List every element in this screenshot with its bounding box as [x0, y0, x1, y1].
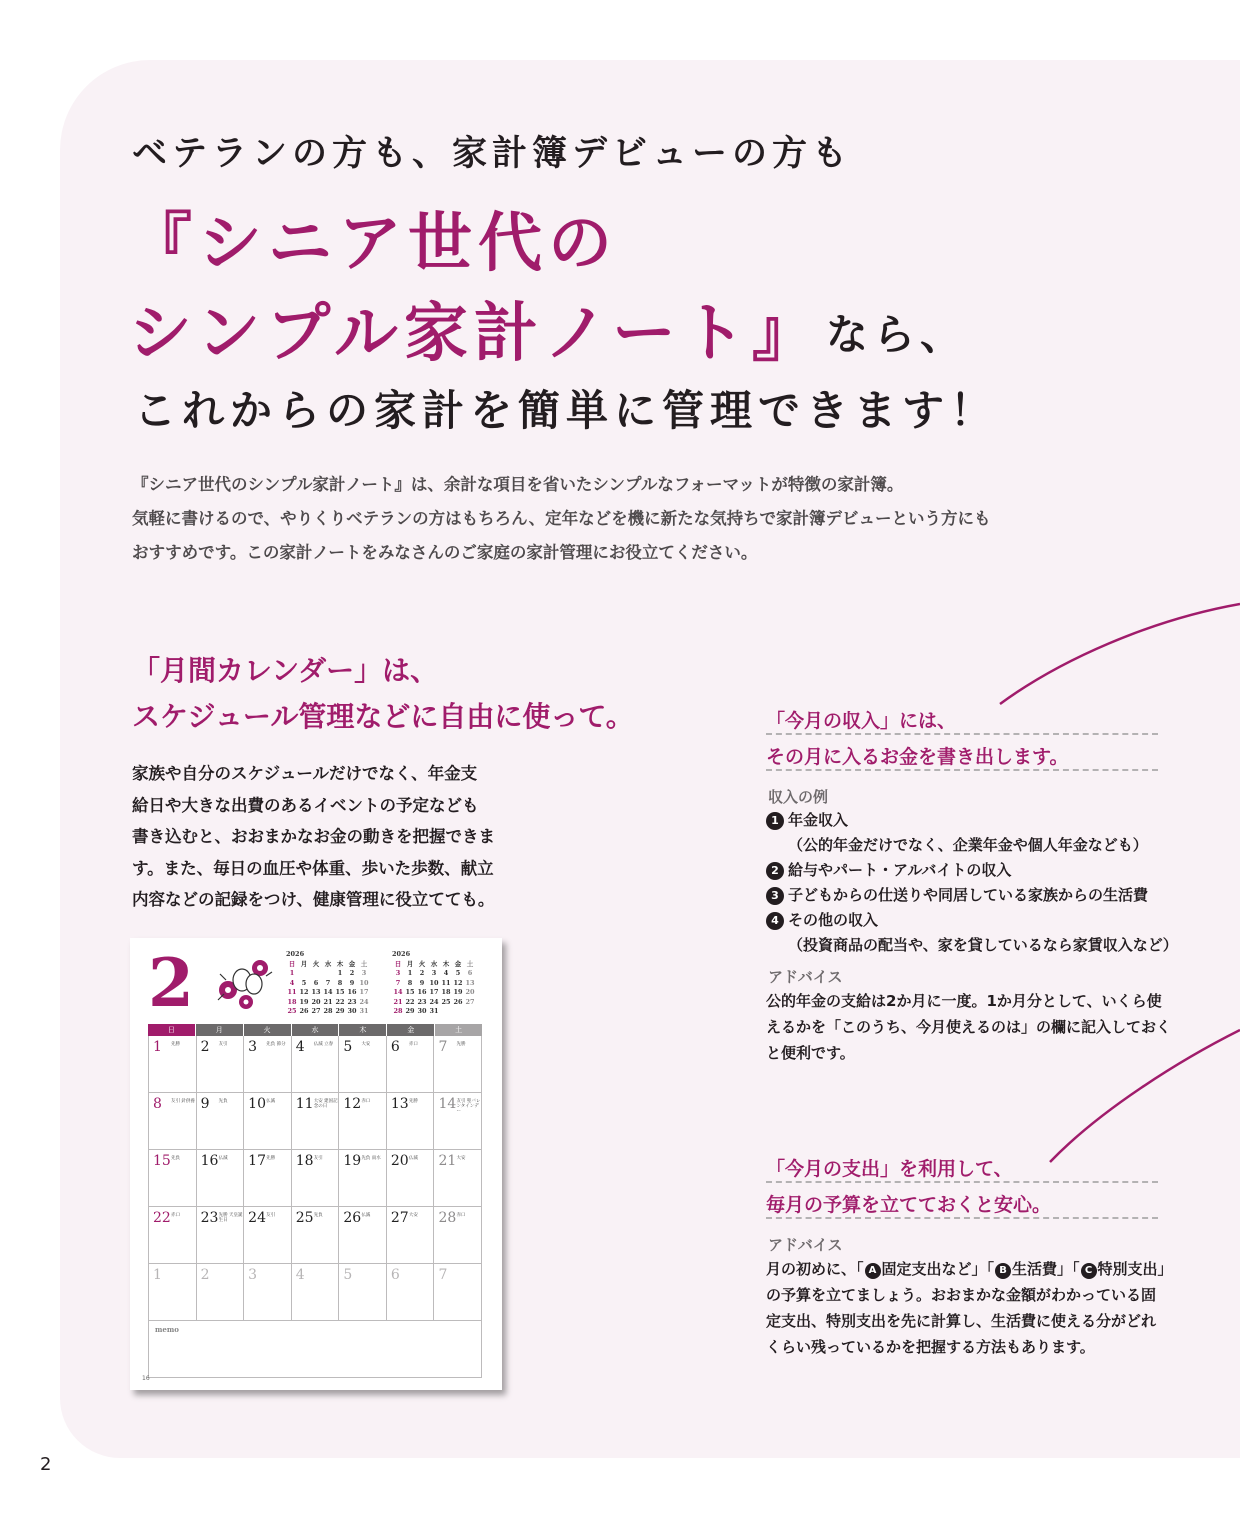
calendar-day-cell [243, 1093, 291, 1149]
mini-calendar-day: 31 [359, 1007, 369, 1015]
mini-calendar-day: 日 [394, 959, 402, 968]
mini-calendar-day: 火 [418, 959, 426, 968]
dashed-divider [766, 733, 1158, 735]
day-number: 12 [343, 1096, 362, 1112]
calendar-day-cell [386, 1093, 434, 1149]
number-badge: 2 [766, 862, 784, 880]
mini-calendar-day [310, 969, 322, 979]
mini-calendar-day: 1 [407, 969, 413, 977]
calendar-heading-line: 「月間カレンダー」は、 [132, 654, 439, 687]
calendar-day-cell [386, 1264, 434, 1320]
day-note: 大安 建国記念の日 [313, 1099, 338, 1109]
calendar-heading [132, 648, 634, 740]
title-line-3: これからの家計を簡単に管理できます！ [134, 386, 999, 435]
expense-heading-line-2: 毎月の予算を立てておくと安心。 [766, 1194, 1052, 1216]
day-number: 6 [390, 1039, 400, 1055]
weekday-label: 木 [339, 1024, 386, 1036]
day-note: 大安 [408, 1213, 418, 1218]
day-note: 先勝 [266, 1156, 276, 1161]
advice-text: 月の初めに、「 [766, 1260, 864, 1278]
mini-calendar-day: 8 [337, 978, 343, 987]
day-number: 4 [295, 1039, 305, 1055]
mini-calendar-day: 29 [335, 1007, 345, 1015]
mini-calendar-march [392, 950, 484, 1017]
day-note: 仏滅 [218, 1156, 228, 1161]
mini-calendar-day: 金 [454, 959, 462, 968]
day-number: 25 [295, 1210, 314, 1226]
weekday-label: 土 [435, 1024, 482, 1036]
calendar-day-cell [196, 1093, 244, 1149]
mini-calendar-day: 28 [393, 1007, 403, 1015]
advice-line: 公的年金の支給は2か月に一度。1か月分として、いくら使 [766, 992, 1162, 1010]
calendar-description [132, 758, 502, 916]
mini-calendar-day: 29 [405, 1007, 415, 1015]
day-note: 先負 [313, 1213, 323, 1218]
mini-calendar-day: 15 [335, 988, 345, 996]
mini-calendar-day [298, 969, 310, 979]
calendar-heading-line: スケジュール管理などに自由に使って。 [132, 700, 634, 733]
calendar-day-cell [243, 1150, 291, 1206]
expense-advice-label: アドバイス [768, 1236, 843, 1254]
calendar-day-cell [243, 1264, 291, 1320]
advice-line: と便利です。 [766, 1044, 855, 1062]
intro-line: おすすめです。この家計ノートをみなさんのご家庭の家計管理にお役立てください。 [132, 543, 758, 562]
mini-calendar-day: 16 [347, 988, 357, 996]
mini-calendar-day: 22 [335, 997, 345, 1006]
mini-calendar-day: 30 [417, 1007, 427, 1015]
calendar-day-cell [433, 1264, 481, 1320]
mini-calendar-day: 19 [299, 997, 309, 1006]
day-note: 先勝 [171, 1042, 180, 1047]
calendar-day-cell [149, 1150, 196, 1206]
day-note: 赤口 [408, 1042, 418, 1047]
calendar-day-cell [386, 1036, 434, 1092]
mini-calendar-day [464, 1007, 476, 1017]
calendar-weeks [148, 1036, 482, 1321]
mini-calendar-day: 24 [429, 997, 439, 1006]
list-item [766, 808, 1178, 833]
income-heading-line-1: 「今月の収入」には、 [766, 710, 957, 732]
mini-calendar-day [322, 969, 334, 979]
memo-area [148, 1321, 482, 1378]
mini-calendar-day: 3 [431, 969, 437, 977]
mini-calendar-day: 12 [299, 988, 309, 996]
day-note: 先負 雨水 [361, 1156, 381, 1161]
mini-calendar-day: 20 [465, 988, 475, 996]
badge-c: C [1081, 1263, 1097, 1279]
list-item [766, 908, 1178, 933]
mini-calendar-january [286, 950, 378, 1017]
weekday-header [148, 1024, 482, 1036]
calendar-day-cell [291, 1036, 339, 1092]
advice-text: 生活費」「 [1012, 1260, 1080, 1278]
mini-calendar-day: 木 [336, 959, 344, 968]
day-number: 24 [248, 1210, 266, 1226]
day-note: 先負 節分 [266, 1042, 286, 1047]
mini-calendar-day: 13 [311, 988, 321, 996]
day-note: 友引 針供養 [171, 1099, 195, 1104]
mini-calendar-day: 14 [393, 988, 403, 996]
calendar-description-line: 書き込むと、おおまかなお金の動きを把握できま [132, 827, 495, 846]
day-note: 仏滅 [266, 1099, 276, 1104]
flower-icon [210, 954, 280, 1014]
mini-calendar-year: 2026 [286, 950, 305, 958]
mini-calendar-day: 22 [405, 997, 415, 1006]
day-number: 2 [200, 1039, 210, 1055]
list-item-text: 年金収入 [788, 811, 849, 829]
day-number: 6 [390, 1267, 400, 1283]
day-number: 7 [438, 1039, 448, 1055]
advice-line: 定支出、特別支出を先に計算し、生活費に使える分がどれ [766, 1312, 1157, 1330]
day-note: 大安 [456, 1156, 466, 1161]
calendar-day-cell [149, 1093, 196, 1149]
day-number: 14 [438, 1096, 457, 1112]
advice-line [766, 1256, 1173, 1282]
mini-calendar-day: 4 [289, 978, 295, 987]
day-number: 5 [343, 1039, 353, 1055]
calendar-day-cell [433, 1093, 481, 1149]
day-number: 13 [390, 1096, 409, 1112]
weekday-label: 火 [244, 1024, 291, 1036]
mini-calendar-day: 12 [453, 978, 463, 987]
title-suffix: なら、 [826, 310, 968, 359]
mini-calendar-day: 31 [429, 1007, 439, 1015]
mini-calendar-day: 13 [465, 978, 475, 987]
weekday-label: 日 [148, 1024, 195, 1036]
calendar-day-cell [291, 1207, 339, 1263]
day-number: 4 [295, 1267, 305, 1283]
advice-line: くらい残っているかを把握する方法もあります。 [766, 1338, 1095, 1356]
mini-calendar-day [452, 1007, 464, 1017]
number-badge: 4 [766, 912, 784, 930]
calendar-day-cell [338, 1036, 386, 1092]
advice-line: の予算を立てましょう。おおまかな金額がわかっている固 [766, 1286, 1157, 1304]
day-note: 友引 [218, 1042, 228, 1047]
day-note: 仏滅 立春 [313, 1042, 334, 1047]
mini-calendar-day: 7 [325, 978, 331, 987]
folio: 2 [40, 1454, 52, 1475]
day-number: 17 [248, 1153, 266, 1169]
title-line-2: シンプル家計ノート』 [128, 297, 822, 371]
day-number: 22 [153, 1210, 171, 1226]
mini-calendar-day: 5 [301, 978, 307, 987]
calendar-week [149, 1263, 481, 1320]
list-item [766, 858, 1178, 883]
mini-calendar-day: 10 [359, 978, 369, 987]
mini-calendar-day: 25 [287, 1007, 297, 1015]
calendar-description-line: 家族や自分のスケジュールだけでなく、年金支 [132, 764, 478, 783]
day-note: 先勝 [408, 1099, 418, 1104]
day-number: 3 [248, 1039, 258, 1055]
mini-calendar-day: 11 [441, 978, 451, 987]
day-note: 大安 [361, 1042, 371, 1047]
list-item [766, 883, 1178, 908]
mini-calendar-day: 15 [405, 988, 415, 996]
day-number: 19 [343, 1153, 362, 1169]
memo-label: memo [155, 1325, 179, 1334]
day-number: 3 [248, 1267, 258, 1283]
mini-calendar-day: 水 [430, 959, 438, 968]
mini-calendar-day: 27 [465, 997, 475, 1006]
day-note: 赤口 [456, 1213, 466, 1218]
mini-calendar-day: 27 [311, 1007, 321, 1015]
day-note: 友引 聖バレンタインデー [456, 1099, 481, 1114]
mini-calendar-day: 月 [406, 959, 414, 968]
calendar-week [149, 1206, 481, 1263]
mini-calendar-day: 9 [349, 978, 355, 987]
advice-line: えるかを「このうち、今月使えるのは」の欄に記入しておく [766, 1018, 1172, 1036]
mini-calendar-day: 4 [443, 969, 449, 977]
calendar-day-cell [338, 1093, 386, 1149]
mini-calendar-day: 26 [299, 1007, 309, 1015]
day-note: 先負 [218, 1099, 228, 1104]
day-note: 先勝 天皇誕生日 [218, 1213, 243, 1223]
income-heading-line-2: その月に入るお金を書き出します。 [766, 746, 1069, 768]
mini-calendar-day: 1 [337, 969, 343, 977]
mini-calendar-day: 土 [466, 959, 474, 968]
badge-b: B [995, 1263, 1011, 1279]
mini-calendar-day: 11 [287, 988, 297, 996]
calendar-day-cell [291, 1093, 339, 1149]
mini-calendar-day [440, 1007, 452, 1017]
mini-calendar-day: 日 [288, 959, 296, 968]
day-number: 28 [438, 1210, 457, 1226]
badge-a: A [865, 1263, 881, 1279]
mini-calendar-day: 1 [289, 969, 295, 977]
dashed-divider [766, 1217, 1158, 1219]
calendar-grid [148, 1024, 482, 1378]
list-item-note: （投資商品の配当や、家を貸しているなら家賃収入など） [788, 936, 1178, 954]
mini-calendar-day: 火 [312, 959, 320, 968]
calendar-day-cell [243, 1207, 291, 1263]
calendar-day-cell [149, 1036, 196, 1092]
mini-calendar-year: 2026 [392, 950, 411, 958]
mini-calendar-day: 17 [359, 988, 369, 996]
day-number: 20 [390, 1153, 409, 1169]
income-advice [766, 988, 1171, 1066]
mini-calendar-day: 7 [395, 978, 401, 987]
calendar-day-cell [386, 1150, 434, 1206]
intro-line: 『シニア世代のシンプル家計ノート』は、余計な項目を省いたシンプルなフォーマットが特徴の家計簿。 [132, 475, 904, 494]
day-number: 18 [295, 1153, 314, 1169]
income-examples-list [766, 808, 1178, 958]
calendar-day-cell [386, 1207, 434, 1263]
mini-calendar-day: 30 [347, 1007, 357, 1015]
mini-calendar-day: 18 [287, 997, 297, 1006]
mini-calendar-day: 月 [300, 959, 308, 968]
intro-paragraph [132, 468, 1122, 570]
day-number: 15 [153, 1153, 171, 1169]
calendar-description-line: す。また、毎日の血圧や体重、歩いた歩数、献立 [132, 858, 494, 878]
calendar-day-cell [291, 1150, 339, 1206]
calendar-day-cell [149, 1207, 196, 1263]
mini-calendar-day: 16 [417, 988, 427, 996]
day-note: 赤口 [361, 1099, 371, 1104]
calendar-page-sample [130, 938, 502, 1390]
day-note: 先勝 [456, 1042, 466, 1047]
mini-calendar-day: 6 [313, 978, 319, 987]
mini-calendar-day: 2 [349, 969, 355, 977]
month-number: 2 [148, 944, 194, 1022]
list-item-note: （公的年金だけでなく、企業年金や個人年金なども） [788, 836, 1148, 854]
mini-calendar-day: 土 [360, 959, 368, 968]
mini-calendar-day: 水 [324, 959, 332, 968]
day-note: 赤口 [171, 1213, 180, 1218]
number-badge: 1 [766, 812, 784, 830]
mini-calendar-day: 5 [455, 969, 461, 977]
calendar-week [149, 1149, 481, 1206]
list-item-text: 給与やパート・アルバイトの収入 [788, 861, 1012, 879]
calendar-day-cell [338, 1207, 386, 1263]
mini-calendar-day: 21 [393, 997, 403, 1006]
weekday-label: 金 [387, 1024, 434, 1036]
mini-calendar-day: 24 [359, 997, 369, 1006]
mini-calendar-day: 6 [467, 969, 473, 977]
calendar-week [149, 1092, 481, 1149]
calendar-day-cell [433, 1150, 481, 1206]
calendar-day-cell [243, 1036, 291, 1092]
list-item-text: 子どもからの仕送りや同居している家族からの生活費 [788, 886, 1149, 904]
mini-calendar-day: 17 [429, 988, 439, 996]
calendar-day-cell [196, 1207, 244, 1263]
calendar-day-cell [196, 1264, 244, 1320]
calendar-day-cell [291, 1264, 339, 1320]
mini-calendar-day: 木 [442, 959, 450, 968]
day-number: 11 [295, 1096, 314, 1112]
calendar-day-cell [433, 1036, 481, 1092]
calendar-day-cell [338, 1150, 386, 1206]
expense-advice [766, 1256, 1173, 1360]
calendar-description-line: 内容などの記録をつけ、健康管理に役立てても。 [132, 890, 495, 909]
income-advice-label: アドバイス [768, 968, 843, 986]
mini-calendar-day: 金 [348, 959, 356, 968]
calendar-day-cell [149, 1264, 196, 1320]
day-number: 1 [153, 1267, 162, 1283]
day-number: 23 [200, 1210, 219, 1226]
list-item-text: その他の収入 [788, 911, 879, 929]
mini-calendar-day: 20 [311, 997, 321, 1006]
day-number: 21 [438, 1153, 457, 1169]
calendar-day-cell [433, 1207, 481, 1263]
day-number: 1 [153, 1039, 162, 1055]
calendar-day-cell [338, 1264, 386, 1320]
advice-text: 固定支出など」「 [881, 1260, 995, 1278]
mini-calendar-day: 14 [323, 988, 333, 996]
income-examples-label: 収入の例 [768, 788, 829, 806]
dashed-divider [766, 1181, 1158, 1183]
day-number: 27 [390, 1210, 409, 1226]
lead-line: ベテランの方も、家計簿デビューの方も [132, 134, 853, 174]
mini-calendar-day: 10 [429, 978, 439, 987]
mini-calendar-day: 3 [361, 969, 367, 977]
weekday-label: 月 [196, 1024, 243, 1036]
mini-calendar-day: 25 [441, 997, 451, 1006]
mini-calendar-day: 23 [417, 997, 427, 1006]
day-number: 7 [438, 1267, 448, 1283]
day-number: 10 [248, 1096, 266, 1112]
mini-calendar-day: 26 [453, 997, 463, 1006]
day-number: 8 [153, 1096, 162, 1112]
advice-text: 特別支出」 [1097, 1260, 1173, 1278]
calendar-day-cell [196, 1036, 244, 1092]
day-number: 2 [200, 1267, 210, 1283]
intro-line: 気軽に書けるので、やりくりベテランの方はもちろん、定年などを機に新たな気持ちで家計簿デビューという方にも [132, 509, 991, 528]
page-number: 16 [142, 1375, 150, 1382]
title-line-1: 『シニア世代の [128, 207, 618, 281]
mini-calendar-day: 8 [407, 978, 413, 987]
mini-calendar-day: 28 [323, 1007, 333, 1015]
mini-calendar-day: 19 [453, 988, 463, 996]
calendar-description-line: 給日や大きな出費のあるイベントの予定なども [132, 795, 479, 815]
calendar-day-cell [196, 1150, 244, 1206]
day-note: 仏滅 [408, 1156, 418, 1161]
mini-calendar-day: 23 [347, 997, 357, 1006]
mini-calendar-day: 21 [323, 997, 333, 1006]
calendar-week [149, 1036, 481, 1092]
mini-calendar-day: 18 [441, 988, 451, 996]
day-note: 友引 [266, 1213, 276, 1218]
day-note: 仏滅 [361, 1213, 371, 1218]
number-badge: 3 [766, 887, 784, 905]
day-number: 5 [343, 1267, 353, 1283]
weekday-label: 水 [292, 1024, 339, 1036]
day-number: 9 [200, 1096, 210, 1112]
mini-calendar-day: 3 [395, 969, 401, 977]
mini-calendar-day: 2 [419, 969, 425, 977]
day-number: 26 [343, 1210, 362, 1226]
expense-heading-line-1: 「今月の支出」を利用して、 [766, 1158, 1013, 1180]
dashed-divider [766, 769, 1158, 771]
day-note: 友引 [313, 1156, 323, 1161]
day-number: 16 [200, 1153, 219, 1169]
mini-calendar-day: 9 [419, 978, 425, 987]
day-note: 先負 [171, 1156, 180, 1161]
